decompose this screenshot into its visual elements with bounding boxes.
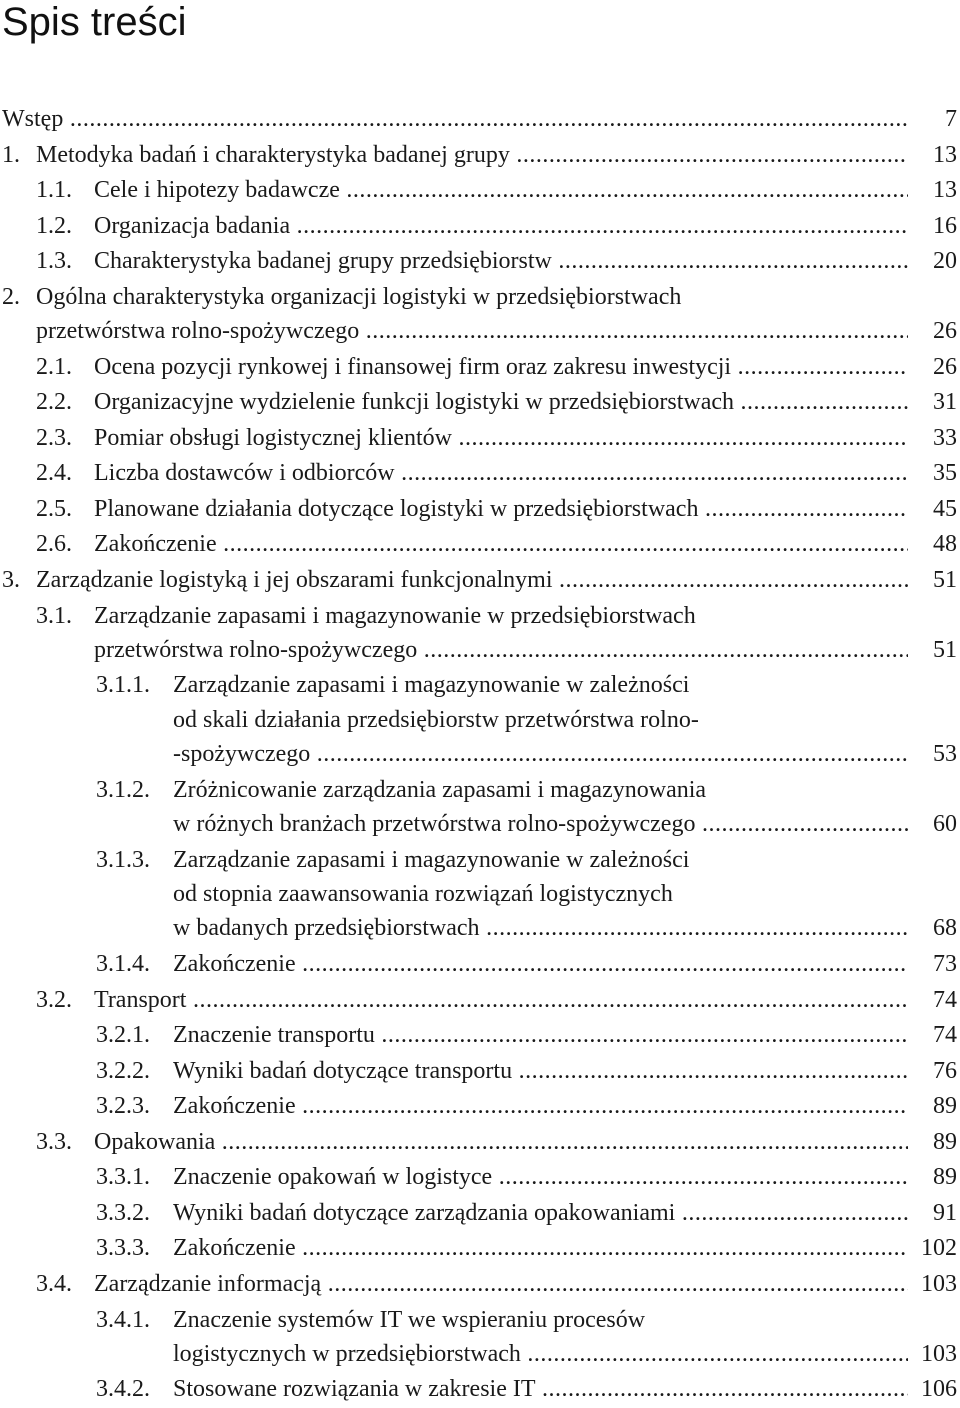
toc-entry <box>0 527 960 563</box>
toc-page-number: 106 <box>921 1376 957 1403</box>
toc-entry <box>0 244 960 280</box>
toc-entry <box>0 1196 960 1232</box>
toc-entry <box>0 599 960 633</box>
toc-entry <box>0 983 960 1019</box>
toc-page-number: 45 <box>933 495 957 522</box>
toc-entry <box>0 209 960 245</box>
toc-entry-title: Zarządzanie zapasami i magazynowanie w zależności <box>173 672 690 699</box>
toc-entry-title: w badanych przedsiębiorstwach ..... <box>173 911 908 946</box>
toc-page-number: 51 <box>933 566 957 593</box>
toc-entry <box>0 807 960 843</box>
toc-entry-number: 1.1. <box>36 177 72 204</box>
toc-entry-number: 3.4.2. <box>96 1376 150 1403</box>
toc-page-number: 68 <box>933 915 957 942</box>
toc-entry-title: Wyniki badań dotyczące transportu ..... <box>173 1054 908 1089</box>
toc-page-number: 35 <box>933 460 957 487</box>
toc-page-number: 74 <box>933 1022 957 1049</box>
toc-entry-number: 2. <box>2 283 20 310</box>
toc-entry-number: 2.2. <box>36 389 72 416</box>
toc-entry-title: Zarządzanie informacją ..... <box>94 1267 908 1302</box>
toc-entry-title: Ocena pozycji rynkowej i finansowej firm oraz zakresu inwestycji ..... <box>94 350 908 385</box>
toc-entry <box>0 877 960 911</box>
toc-entry <box>0 911 960 947</box>
toc-entry-number: 2.5. <box>36 495 72 522</box>
toc-entry <box>0 1018 960 1054</box>
toc-entry-title: Liczba dostawców i odbiorców ..... <box>94 456 908 491</box>
toc-page-number: 74 <box>933 986 957 1013</box>
toc-entry-number: 3.3.3. <box>96 1235 150 1262</box>
toc-entry-title: Zróżnicowanie zarządzania zapasami i magazynowania <box>173 776 707 803</box>
toc-page-number: 91 <box>933 1199 957 1226</box>
toc-entry <box>0 1337 960 1373</box>
toc-entry-title: Pomiar obsługi logistycznej klientów ..... <box>94 421 908 456</box>
toc-entry <box>0 1089 960 1125</box>
toc-entry-number: 1. <box>2 141 20 168</box>
toc-entry <box>0 1372 960 1408</box>
toc-entry-title: Zakończenie ..... <box>173 947 908 982</box>
toc-entry-title: Zarządzanie logistyką i jej obszarami funkcjonalnymi ..... <box>36 563 908 598</box>
toc-entry <box>0 138 960 174</box>
toc-entry-title: od skali działania przedsiębiorstw przetwórstwa rolno- <box>173 706 699 733</box>
toc-page-number: 33 <box>933 424 957 451</box>
toc-entry-number: 3.1.2. <box>96 776 150 803</box>
table-of-contents <box>0 102 960 1408</box>
toc-page-number: 20 <box>933 248 957 275</box>
toc-entry-number: 1.2. <box>36 212 72 239</box>
toc-entry <box>0 385 960 421</box>
toc-entry <box>0 633 960 669</box>
toc-entry-number: 3.1. <box>36 602 72 629</box>
toc-entry-number: 3.1.1. <box>96 672 150 699</box>
page-title: Spis treści <box>2 0 187 44</box>
toc-entry-title: od stopnia zaawansowania rozwiązań logistycznych <box>173 881 673 908</box>
toc-entry <box>0 173 960 209</box>
toc-entry <box>0 1267 960 1303</box>
toc-page-number: 60 <box>933 811 957 838</box>
toc-page-number: 89 <box>933 1128 957 1155</box>
toc-entry-title: Charakterystyka badanej grupy przedsiębiorstw ..... <box>94 244 908 279</box>
toc-entry <box>0 456 960 492</box>
toc-entry-title: Cele i hipotezy badawcze ..... <box>94 173 908 208</box>
toc-page-number: 31 <box>933 389 957 416</box>
toc-page-number: 53 <box>933 741 957 768</box>
toc-entry-title: Znaczenie opakowań w logistyce ..... <box>173 1160 908 1195</box>
toc-entry-title: w różnych branżach przetwórstwa rolno-spożywczego ..... <box>173 807 908 842</box>
toc-entry-number: 3.2. <box>36 986 72 1013</box>
toc-entry-number: 2.4. <box>36 460 72 487</box>
toc-entry-number: 3.3.2. <box>96 1199 150 1226</box>
toc-entry-title: Transport ..... <box>94 983 908 1018</box>
toc-page-number: 13 <box>933 177 957 204</box>
toc-entry-title: Stosowane rozwiązania w zakresie IT ..... <box>173 1372 908 1407</box>
toc-entry <box>0 421 960 457</box>
toc-page-number: 89 <box>933 1164 957 1191</box>
toc-entry <box>0 314 960 350</box>
toc-page-number: 48 <box>933 531 957 558</box>
toc-page-number: 76 <box>933 1057 957 1084</box>
toc-entry-title: Zakończenie ..... <box>94 527 908 562</box>
toc-entry <box>0 1303 960 1337</box>
toc-entry <box>0 350 960 386</box>
toc-entry <box>0 492 960 528</box>
toc-entry-number: 3.2.2. <box>96 1057 150 1084</box>
toc-entry <box>0 1160 960 1196</box>
toc-entry <box>0 947 960 983</box>
toc-entry-title: przetwórstwa rolno-spożywczego ..... <box>94 633 908 668</box>
toc-entry-number: 3.4. <box>36 1270 72 1297</box>
toc-entry <box>0 563 960 599</box>
toc-entry-number: 3.4.1. <box>96 1306 150 1333</box>
toc-entry <box>0 1231 960 1267</box>
toc-page-number: 16 <box>933 212 957 239</box>
toc-entry <box>0 737 960 773</box>
toc-entry-title: Opakowania ..... <box>94 1125 908 1160</box>
toc-entry-title: Zakończenie ..... <box>173 1089 908 1124</box>
toc-entry <box>0 843 960 877</box>
toc-entry-title: Zakończenie ..... <box>173 1231 908 1266</box>
toc-page-number: 26 <box>933 318 957 345</box>
toc-entry-title: Wstęp ..... <box>2 102 908 137</box>
toc-entry-title: Planowane działania dotyczące logistyki w przedsiębiorstwach ..... <box>94 492 908 527</box>
toc-entry-title: Metodyka badań i charakterystyka badanej grupy ..... <box>36 138 908 173</box>
toc-page-number: 26 <box>933 353 957 380</box>
toc-entry <box>0 1125 960 1161</box>
toc-entry-number: 3. <box>2 566 20 593</box>
toc-entry-title: logistycznych w przedsiębiorstwach ..... <box>173 1337 908 1372</box>
toc-page-number: 103 <box>921 1270 957 1297</box>
toc-entry-number: 3.2.1. <box>96 1022 150 1049</box>
toc-entry-title: przetwórstwa rolno-spożywczego ..... <box>36 314 908 349</box>
toc-entry-number: 3.1.4. <box>96 951 150 978</box>
toc-entry-number: 3.1.3. <box>96 846 150 873</box>
toc-entry-title: -spożywczego ..... <box>173 737 908 772</box>
toc-entry-title: Ogólna charakterystyka organizacji logistyki w przedsiębiorstwach <box>36 283 682 310</box>
toc-entry-number: 2.3. <box>36 424 72 451</box>
toc-entry-number: 3.2.3. <box>96 1093 150 1120</box>
toc-page-number: 13 <box>933 141 957 168</box>
toc-entry-title: Organizacja badania ..... <box>94 209 908 244</box>
toc-entry-number: 3.3.1. <box>96 1164 150 1191</box>
toc-entry <box>0 703 960 737</box>
toc-entry <box>0 1054 960 1090</box>
toc-entry-number: 2.1. <box>36 353 72 380</box>
toc-page-number: 51 <box>933 636 957 663</box>
toc-page-number: 89 <box>933 1093 957 1120</box>
toc-entry-number: 3.3. <box>36 1128 72 1155</box>
toc-entry-title: Znaczenie systemów IT we wspieraniu procesów <box>173 1306 646 1333</box>
toc-page-number: 73 <box>933 951 957 978</box>
toc-entry-title: Zarządzanie zapasami i magazynowanie w przedsiębiorstwach <box>94 602 696 629</box>
toc-entry-title: Organizacyjne wydzielenie funkcji logistyki w przedsiębiorstwach ..... <box>94 385 908 420</box>
toc-entry <box>0 102 960 138</box>
toc-entry-number: 1.3. <box>36 248 72 275</box>
toc-entry <box>0 668 960 702</box>
toc-entry <box>0 773 960 807</box>
toc-entry-title: Wyniki badań dotyczące zarządzania opakowaniami ..... <box>173 1196 908 1231</box>
toc-entry-title: Zarządzanie zapasami i magazynowanie w zależności <box>173 846 690 873</box>
toc-page-number: 102 <box>921 1235 957 1262</box>
toc-entry-number: 2.6. <box>36 531 72 558</box>
toc-page-number: 103 <box>921 1340 957 1367</box>
toc-entry <box>0 280 960 314</box>
toc-entry-title: Znaczenie transportu ..... <box>173 1018 908 1053</box>
toc-page-number: 7 <box>945 106 957 132</box>
